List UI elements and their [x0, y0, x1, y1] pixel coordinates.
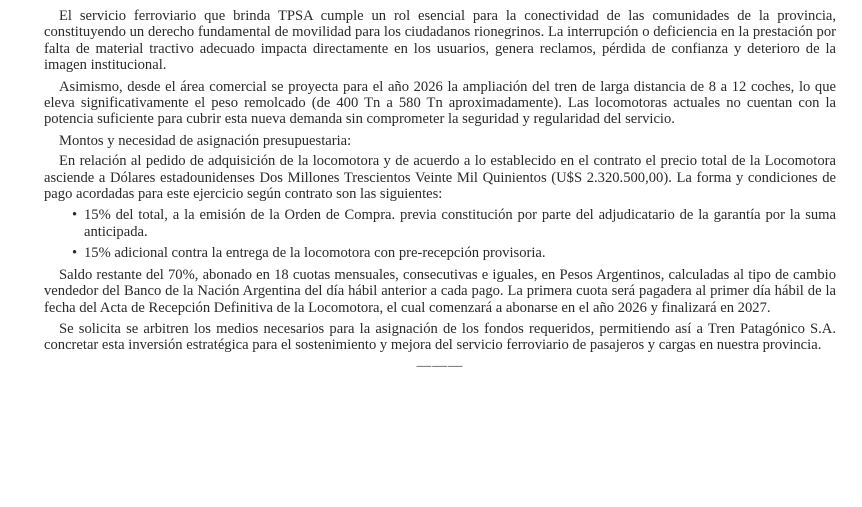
payment-term-item: • 15% del total, a la emisión de la Orden de Compra. previa constitución por parte del adjudicatario de la garantía por la suma anticipada.	[78, 207, 836, 240]
paragraph-service-role: El servicio ferroviario que brinda TPSA cumple un rol esencial para la conectividad de las comunidades de la provincia, constituyendo un derecho fundamental de movilidad para los ciudadanos rionegrinos. La interrupción o deficiencia en la prestación por falta de material tractivo adecuado impacta directamente en los usuarios, genera reclamos, pérdida de confianza y deterioro de la imagen institucional.	[44, 8, 836, 74]
payment-terms-list	[44, 207, 836, 261]
heading-budget-needs: Montos y necesidad de asignación presupuestaria:	[59, 132, 352, 149]
paragraph-funding-request: Se solicita se arbitren los medios necesarios para la asignación de los fondos requeridos, permitiendo así a Tren Patagónico S.A. concretar esta inversión estratégica para el sostenimiento y mejora del servicio ferroviario de pasajeros y cargas en nuestra provincia.	[44, 320, 836, 354]
document-body	[44, 8, 836, 374]
paragraph-locomotive-price: En relación al pedido de adquisición de la locomotora y de acuerdo a lo establecido en el contrato el precio total de la Locomotora asciende a Dólares estadounidenses Dos Millones Trescientos Veinte Mil Quinientos (U$S 2.320.500,00). La forma y condiciones de pago acordadas para este ejercicio según contrato son las siguientes:	[44, 153, 836, 203]
paragraph-expansion-plan: Asimismo, desde el área comercial se proyecta para el año 2026 la ampliación del tren de larga distancia de 8 a 12 coches, lo que eleva significativamente el peso remolcado (de 400 Tn a 580 Tn aproximadamente). Las locomotoras actuales no cuentan con la potencia suficiente para cubrir esta nueva demanda sin comprometer la seguridad y regularidad del servicio.	[44, 78, 836, 128]
section-separator: ———	[416, 357, 464, 374]
paragraph-remaining-balance: Saldo restante del 70%, abonado en 18 cuotas mensuales, consecutivas e iguales, en Pesos Argentinos, calculadas al tipo de cambio vendedor del Banco de la Nación Argentina del día hábil anterior a cada pago. La primera cuota será pagadera al primer día hábil de la fecha del Acta de Recepción Definitiva de la Locomotora, el cual comenzará a abonarse en el año 2026 y finalizará en 2027.	[44, 266, 836, 316]
payment-term-item: • 15% adicional contra la entrega de la locomotora con pre-recepción provisoria.	[78, 245, 836, 261]
